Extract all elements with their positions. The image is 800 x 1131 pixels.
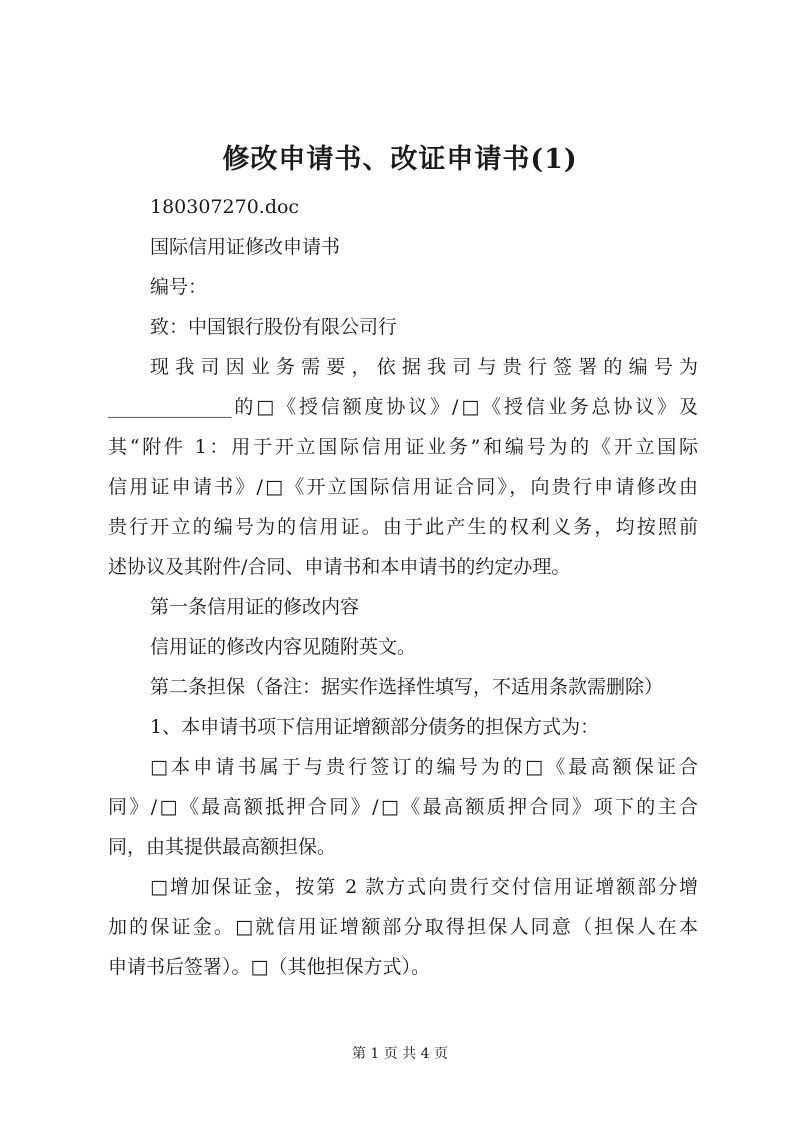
paragraph-line: 其“附件 1：用于开立国际信用证业务”和编号为的《开立国际 (108, 436, 698, 458)
number-label: 编号： (150, 276, 208, 298)
paragraph-line: 申请书后签署）。□（其他担保方式）。 (108, 956, 430, 978)
paragraph-line: 现我司因业务需要，依据我司与贵行签署的编号为 (150, 356, 698, 378)
addressee-line: 致：中国银行股份有限公司行 (150, 316, 398, 338)
article-1-heading: 第一条信用证的修改内容 (150, 596, 360, 618)
paragraph-line: 信用证申请书》/□《开立国际信用证合同》，向贵行申请修改由 (108, 476, 698, 498)
paragraph-line: _____________的□《授信额度协议》/□《授信业务总协议》及 (108, 396, 698, 418)
paragraph-line: 同，由其提供最高额担保。 (108, 836, 337, 858)
paragraph-line: 贵行开立的编号为的信用证。由于此产生的权利义务，均按照前 (108, 516, 698, 538)
paragraph-line: 加的保证金。□就信用证增额部分取得担保人同意（担保人在本 (108, 916, 698, 938)
article-1-content: 信用证的修改内容见随附英文。 (150, 636, 417, 658)
page-footer: 第 1 页 共 4 页 (351, 1046, 449, 1062)
form-heading: 国际信用证修改申请书 (150, 236, 341, 258)
paragraph-line: □增加保证金，按第 2 款方式向贵行交付信用证增额部分增 (150, 876, 698, 898)
document-filename: 180307270.doc (150, 196, 300, 218)
clause-1: 1、本申请书项下信用证增额部分债务的担保方式为： (150, 716, 600, 738)
article-2-heading: 第二条担保（备注：据实作选择性填写，不适用条款需删除） (150, 676, 664, 698)
document-title: 修改申请书、改证申请书(1) (222, 144, 578, 175)
paragraph-line: 述协议及其附件/合同、申请书和本申请书的约定办理。 (108, 556, 571, 578)
paragraph-line: □本申请书属于与贵行签订的编号为的□《最高额保证合 (150, 756, 698, 778)
paragraph-line: 同》/□《最高额抵押合同》/□《最高额质押合同》项下的主合 (108, 796, 698, 818)
